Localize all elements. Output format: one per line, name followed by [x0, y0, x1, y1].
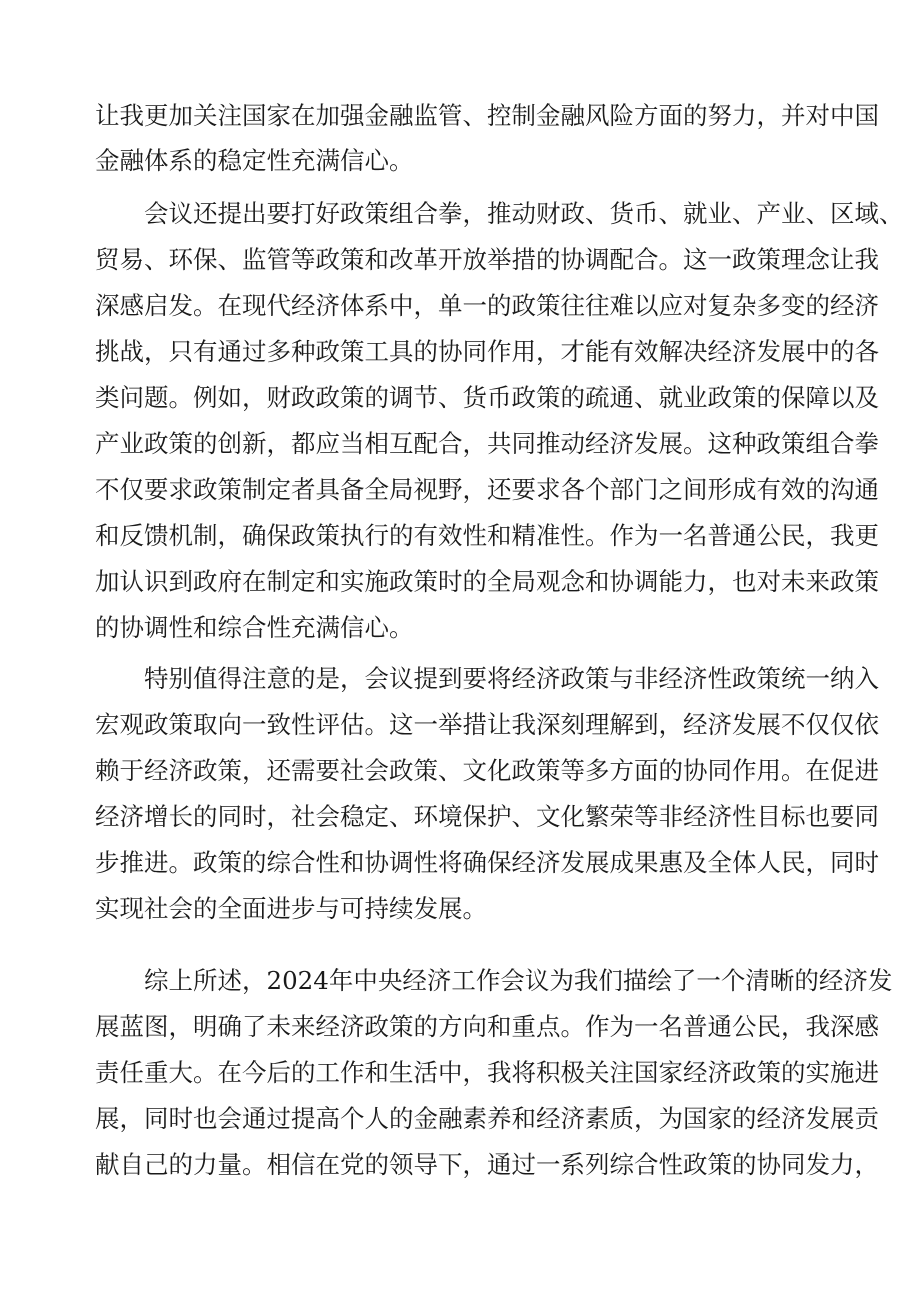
text-line: 责任重大。在今后的工作和生活中，我将积极关注国家经济政策的实施进: [95, 1058, 879, 1087]
text-line: 不仅要求政策制定者具备全局视野，还要求各个部门之间形成有效的沟通: [95, 475, 879, 504]
text-line: 展，同时也会通过提高个人的金融素养和经济素质，为国家的经济发展贡: [95, 1104, 879, 1133]
text-line: 金融体系的稳定性充满信心。: [95, 146, 414, 175]
text-line: 献自己的力量。相信在党的领导下，通过一系列综合性政策的协同发力，: [95, 1150, 879, 1179]
text-line: 挑战，只有通过多种政策工具的协同作用，才能有效解决经济发展中的各: [95, 337, 879, 366]
text-line: 类问题。例如，财政政策的调节、货币政策的疏通、就业政策的保障以及: [95, 383, 879, 412]
text-line: 赖于经济政策，还需要社会政策、文化政策等多方面的协同作用。在促进: [95, 756, 879, 785]
text-line: 的协调性和综合性充满信心。: [95, 613, 414, 642]
text-line: 贸易、环保、监管等政策和改革开放举措的协调配合。这一政策理念让我: [95, 245, 879, 274]
text-line: 让我更加关注国家在加强金融监管、控制金融风险方面的努力，并对中国: [95, 101, 879, 130]
text-line: 会议还提出要打好政策组合拳，推动财政、货币、就业、产业、区域、: [144, 199, 904, 228]
text-line: 综上所述，2024年中央经济工作会议为我们描绘了一个清晰的经济发: [144, 966, 893, 995]
text-line: 展蓝图，明确了未来经济政策的方向和重点。作为一名普通公民，我深感: [95, 1012, 879, 1041]
text-line: 实现社会的全面进步与可持续发展。: [95, 894, 487, 923]
text-line: 步推进。政策的综合性和协调性将确保经济发展成果惠及全体人民，同时: [95, 848, 879, 877]
text-line: 和反馈机制，确保政策执行的有效性和精准性。作为一名普通公民，我更: [95, 521, 879, 550]
text-line: 产业政策的创新，都应当相互配合，共同推动经济发展。这种政策组合拳: [95, 429, 879, 458]
text-line: 特别值得注意的是，会议提到要将经济政策与非经济性政策统一纳入: [144, 664, 879, 693]
text-line: 经济增长的同时，社会稳定、环境保护、文化繁荣等非经济性目标也要同: [95, 802, 879, 831]
text-line: 深感启发。在现代经济体系中，单一的政策往往难以应对复杂多变的经济: [95, 291, 879, 320]
text-line: 宏观政策取向一致性评估。这一举措让我深刻理解到，经济发展不仅仅依: [95, 710, 879, 739]
text-line: 加认识到政府在制定和实施政策时的全局观念和协调能力，也对未来政策: [95, 567, 879, 596]
